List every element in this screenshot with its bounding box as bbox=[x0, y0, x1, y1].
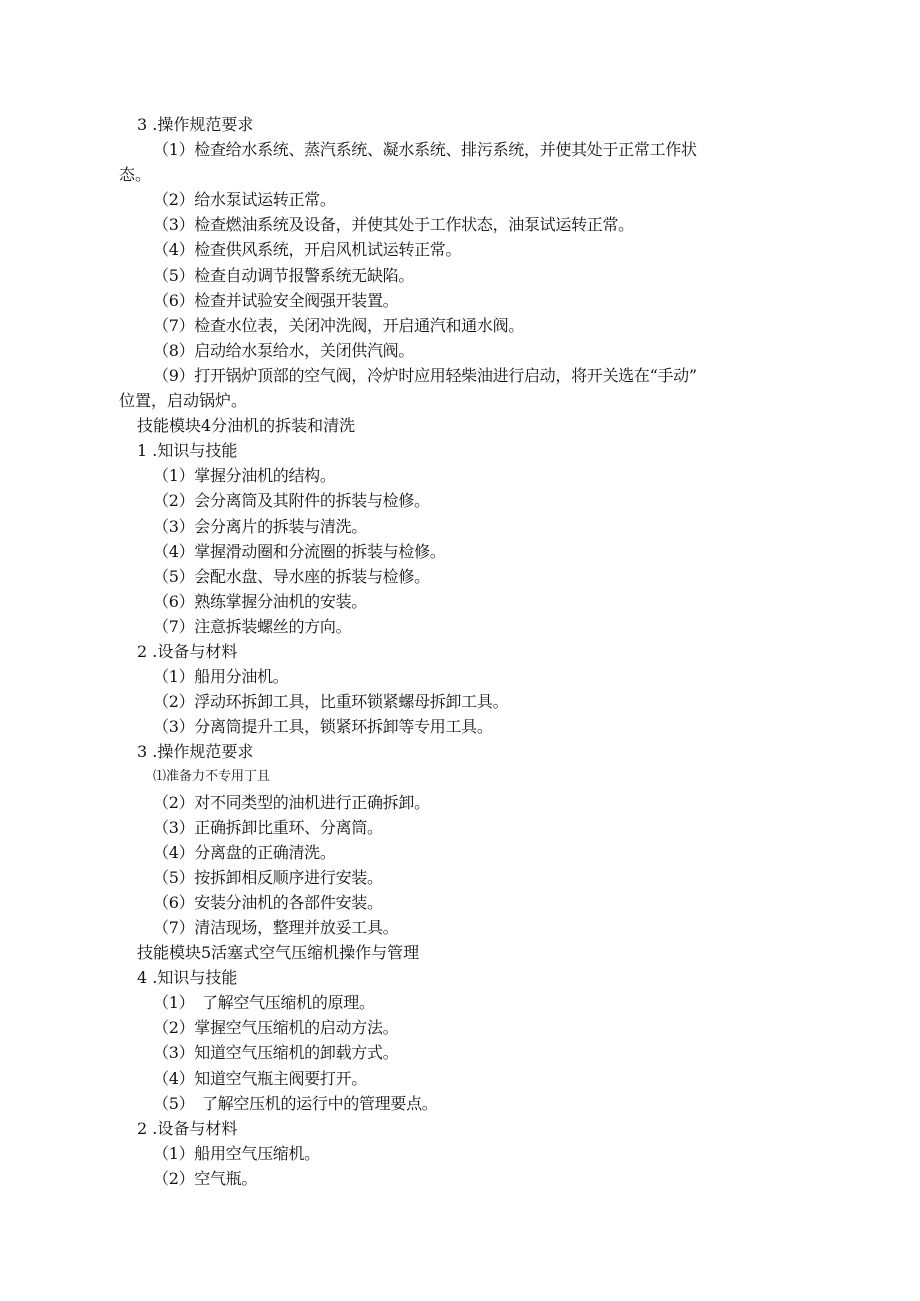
section-heading: 技能模块4分油机的拆装和清洗 bbox=[137, 416, 356, 436]
list-item: （2）空气瓶。 bbox=[153, 1168, 258, 1188]
list-item: （3）分离筒提升工具，锁紧环拆卸等专用工具。 bbox=[153, 717, 493, 737]
list-item: （6）安装分油机的各部件安装。 bbox=[153, 892, 383, 912]
list-item: （1） 了解空气压缩机的原理。 bbox=[153, 993, 375, 1013]
list-item: （3）知道空气压缩机的卸载方式。 bbox=[153, 1043, 399, 1063]
list-item: （4）分离盘的正确清洗。 bbox=[153, 842, 336, 862]
section-heading: 技能模块5活塞式空气压缩机操作与管理 bbox=[137, 943, 420, 963]
document-body bbox=[0, 112, 920, 1191]
list-item: （5）按拆卸相反顺序进行安装。 bbox=[153, 867, 383, 887]
list-item: （7）清洁现场，整理并放妥工具。 bbox=[153, 918, 399, 937]
list-item: （1）掌握分油机的结构。 bbox=[153, 466, 336, 486]
list-item: （5）会配水盘、导水座的拆装与检修。 bbox=[153, 566, 430, 586]
list-item: （8）启动给水泵给水，关闭供汽阀。 bbox=[153, 340, 415, 360]
list-item: （2）会分离筒及其附件的拆装与检修。 bbox=[153, 491, 430, 511]
list-item: （5）检查自动调节报警系统无缺陷。 bbox=[153, 265, 415, 285]
list-item: （7）注意拆装螺丝的方向。 bbox=[153, 616, 352, 636]
section-heading: 2 .设备与材料 bbox=[137, 641, 238, 661]
list-item: （6）检查并试验安全阀强开装置。 bbox=[153, 290, 399, 310]
section-heading: 1 .知识与技能 bbox=[137, 441, 238, 461]
section-heading: 4 .知识与技能 bbox=[137, 968, 238, 988]
list-item: （2）掌握空气压缩机的启动方法。 bbox=[153, 1018, 399, 1038]
continuation-line: 位置，启动锅炉。 bbox=[119, 391, 248, 411]
list-item: （1）船用分油机。 bbox=[153, 667, 289, 687]
list-item: （7）检查水位表，关闭冲洗阀，开启通汽和通水阀。 bbox=[153, 315, 524, 335]
section-heading: 3 .操作规范要求 bbox=[137, 115, 254, 134]
list-item: （4）检查供风系统，开启风机试运转正常。 bbox=[153, 240, 462, 260]
section-heading: 2 .设备与材料 bbox=[137, 1118, 238, 1138]
list-item: （6）熟练掌握分油机的安装。 bbox=[153, 591, 367, 611]
continuation-line: 态。 bbox=[119, 165, 152, 185]
list-item: （3）正确拆卸比重环、分离筒。 bbox=[153, 817, 383, 837]
list-item: （1）船用空气压缩机。 bbox=[153, 1143, 320, 1163]
list-item: （2）给水泵试运转正常。 bbox=[153, 190, 336, 210]
list-item: （1）检查给水系统、蒸汽系统、凝水系统、排污系统，并使其处于正常工作状 bbox=[153, 140, 697, 160]
list-item: （4）知道空气瓶主阀要打开。 bbox=[153, 1068, 367, 1088]
list-item: （2）对不同类型的油机进行正确拆卸。 bbox=[153, 792, 430, 812]
list-item: （3）检查燃油系统及设备，并使其处于工作状态，油泵试运转正常。 bbox=[153, 215, 634, 235]
list-item: （3）会分离片的拆装与清洗。 bbox=[153, 516, 367, 536]
list-item: （5） 了解空压机的运行中的管理要点。 bbox=[153, 1093, 438, 1113]
list-item-small: ⑴准备力不专用丁且 bbox=[153, 769, 271, 785]
list-item: （2）浮动环拆卸工具，比重环锁紧螺母拆卸工具。 bbox=[153, 692, 509, 712]
list-item: （9）打开锅炉顶部的空气阀，冷炉时应用轻柴油进行启动，将开关选在“手动” bbox=[153, 365, 697, 385]
list-item: （4）掌握滑动圈和分流圈的拆装与检修。 bbox=[153, 541, 446, 561]
section-heading: 3 .操作规范要求 bbox=[137, 742, 254, 762]
